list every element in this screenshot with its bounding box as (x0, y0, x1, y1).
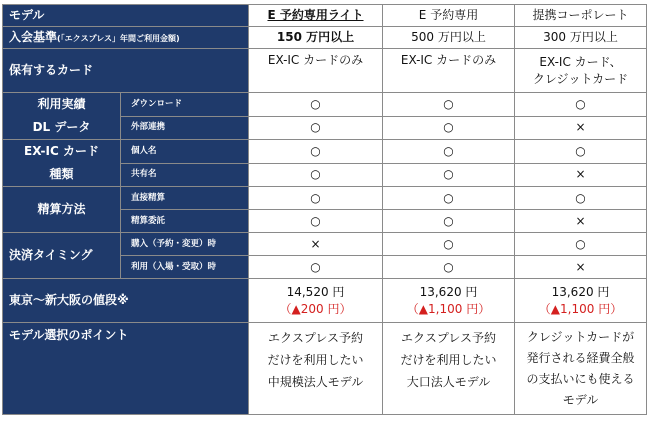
comparison-table (2, 4, 647, 415)
mark: ○ (515, 93, 647, 117)
card-value-lite: EX-IC カードのみ (249, 49, 383, 93)
mark: ○ (383, 256, 515, 279)
mark: ○ (383, 140, 515, 164)
price-e: 13,620 円 （▲1,100 円） (383, 279, 515, 323)
plan-header-corporate: 提携コーポレート (515, 5, 647, 27)
join-value-e: 500 万円以上 (383, 27, 515, 49)
timing-sub-purchase: 購入（予約・変更）時 (121, 233, 249, 256)
mark: ○ (249, 256, 383, 279)
card-value-e: EX-IC カードのみ (383, 49, 515, 93)
header-row (3, 5, 647, 27)
plan-header-lite: E 予約専用ライト (249, 5, 383, 27)
row-settle-direct (3, 187, 647, 210)
price-diff-e: （▲1,100 円） (406, 301, 491, 316)
price-corporate: 13,620 円 （▲1,100 円） (515, 279, 647, 323)
row-timing-label: 決済タイミング (3, 233, 121, 279)
header-corner: モデル (3, 5, 249, 27)
price-diff-lite: （▲200 円） (279, 301, 352, 316)
settle-sub-delegate: 精算委託 (121, 210, 249, 233)
mark: ○ (383, 163, 515, 187)
mark: ○ (249, 210, 383, 233)
price-lite: 14,520 円 （▲200 円） (249, 279, 383, 323)
mark: × (515, 163, 647, 187)
point-lite: エクスプレス予約 だけを利用したい 中規模法人モデル (249, 323, 383, 415)
row-price (3, 279, 647, 323)
mark: ○ (515, 187, 647, 210)
mark: × (515, 256, 647, 279)
join-value-lite: 150 万円以上 (249, 27, 383, 49)
mark: ○ (249, 163, 383, 187)
row-join (3, 27, 647, 49)
plan-header-e: E 予約専用 (383, 5, 515, 27)
mark: ○ (249, 93, 383, 117)
mark: ○ (249, 140, 383, 164)
row-join-note: (「エクスプレス」年間ご利用金額) (57, 33, 180, 43)
mark: ○ (515, 233, 647, 256)
mark: ○ (515, 140, 647, 164)
mark: × (515, 116, 647, 140)
mark: ○ (249, 116, 383, 140)
point-e: エクスプレス予約 だけを利用したい 大口法人モデル (383, 323, 515, 415)
mark: ○ (383, 116, 515, 140)
mark: × (249, 233, 383, 256)
join-value-corporate: 300 万円以上 (515, 27, 647, 49)
row-card-label: 保有するカード (3, 49, 249, 93)
row-point-label: モデル選択のポイント (3, 323, 249, 415)
row-ic-personal (3, 140, 647, 164)
mark: ○ (383, 187, 515, 210)
row-price-label: 東京～新大阪の値段※ (3, 279, 249, 323)
row-join-label: 入会基準(「エクスプレス」年間ご利用金額) (3, 27, 249, 49)
row-dl-download (3, 93, 647, 117)
row-timing-purchase (3, 233, 647, 256)
mark: ○ (249, 187, 383, 210)
ic-sub-personal: 個人名 (121, 140, 249, 164)
mark: ○ (383, 210, 515, 233)
price-diff-corporate: （▲1,100 円） (538, 301, 623, 316)
mark: × (515, 210, 647, 233)
row-card (3, 49, 647, 93)
row-point (3, 323, 647, 415)
timing-sub-use: 利用（入場・受取）時 (121, 256, 249, 279)
dl-sub-external: 外部連携 (121, 116, 249, 140)
ic-sub-shared: 共有名 (121, 163, 249, 187)
dl-sub-download: ダウンロード (121, 93, 249, 117)
row-ic-label: EX-IC カード 種類 (3, 140, 121, 187)
settle-sub-direct: 直接精算 (121, 187, 249, 210)
mark: ○ (383, 93, 515, 117)
row-dl-label: 利用実績 DL データ (3, 93, 121, 140)
mark: ○ (383, 233, 515, 256)
point-corporate: クレジットカードが 発行される経費全般 の支払いにも使える モデル (515, 323, 647, 415)
row-settle-label: 精算方法 (3, 187, 121, 233)
card-value-corporate: EX-IC カード、 クレジットカード (515, 49, 647, 93)
